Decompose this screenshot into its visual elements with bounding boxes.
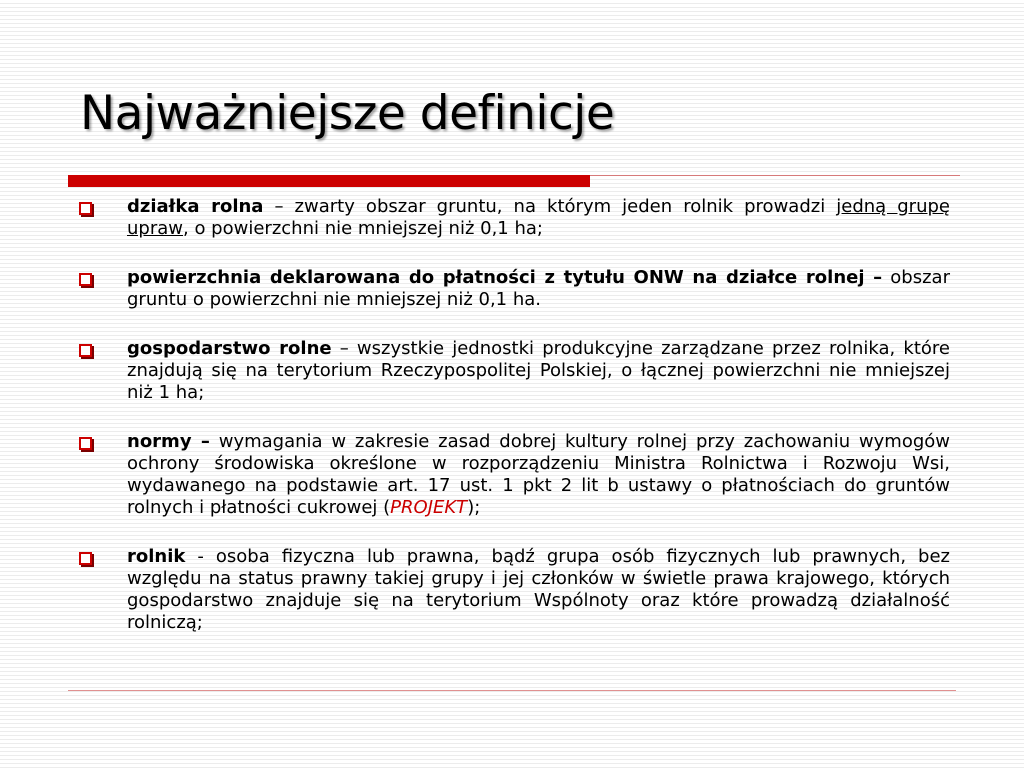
definition-item-gospodarstwo-rolne — [76, 338, 950, 404]
square-bullet-icon — [79, 552, 92, 565]
footer-divider-line — [68, 690, 956, 691]
square-bullet-icon — [79, 273, 92, 286]
definition-item-dzialka-rolna — [76, 196, 950, 240]
definition-item-powierzchnia-deklarowana — [76, 267, 950, 311]
slide-title: Najważniejsze definicje — [80, 86, 615, 141]
definition-item-normy — [76, 431, 950, 519]
square-bullet-icon — [79, 344, 92, 357]
square-bullet-icon — [79, 202, 92, 215]
title-accent-bar — [68, 175, 590, 187]
title-divider-line — [590, 175, 960, 176]
definition-text: – wszystkie jednostki produkcyjne zarządzane przez rolnika, które znajdują się na terytorium Rzeczypospolitej Polskiej, o łącznej powierzchni nie mniejszej niż 1 ha; — [127, 338, 951, 403]
definition-text: - osoba fizyczna lub prawna, bądź grupa osób fizycznych lub prawnych, bez względu na status prawny takiej grupy i jej członków w świetle prawa krajowego, których gospodarstwo znajduje się na terytorium Wspólnoty oraz które prowadzą działalność rolniczą; — [127, 546, 950, 633]
definition-term: gospodarstwo rolne — [127, 338, 332, 359]
definition-term: powierzchnia deklarowana do płatności z tytułu ONW na działce rolnej – — [127, 267, 883, 288]
definition-text: obszar gruntu o powierzchni nie mniejszej niż 0,1 ha. — [127, 267, 950, 310]
definition-text-end: ); — [467, 497, 481, 518]
definition-item-rolnik — [76, 546, 950, 634]
definition-text: wymagania w zakresie zasad dobrej kultury rolnej przy zachowaniu wymogów ochrony środowiska określone w rozporządzeniu Ministra Rolnictwa i Rozwoju Wsi, wydawanego na podstawie art. 17 ust. 1 pkt 2 lit b ustawy o płatnościach do gruntów rolnych i płatności cukrowej ( — [127, 431, 950, 518]
definition-underlined-text: jedną grupę upraw — [127, 196, 950, 239]
definition-text-end: , o powierzchni nie mniejszej niż 0,1 ha; — [183, 218, 543, 239]
definition-text: – zwarty obszar gruntu, na którym jeden rolnik prowadzi — [263, 196, 837, 217]
projekt-emphasis: PROJEKT — [390, 497, 468, 518]
definition-list — [76, 196, 950, 661]
square-bullet-icon — [79, 437, 92, 450]
definition-term: działka rolna — [127, 196, 264, 217]
definition-term: normy – — [127, 431, 210, 452]
definition-term: rolnik — [127, 546, 186, 567]
